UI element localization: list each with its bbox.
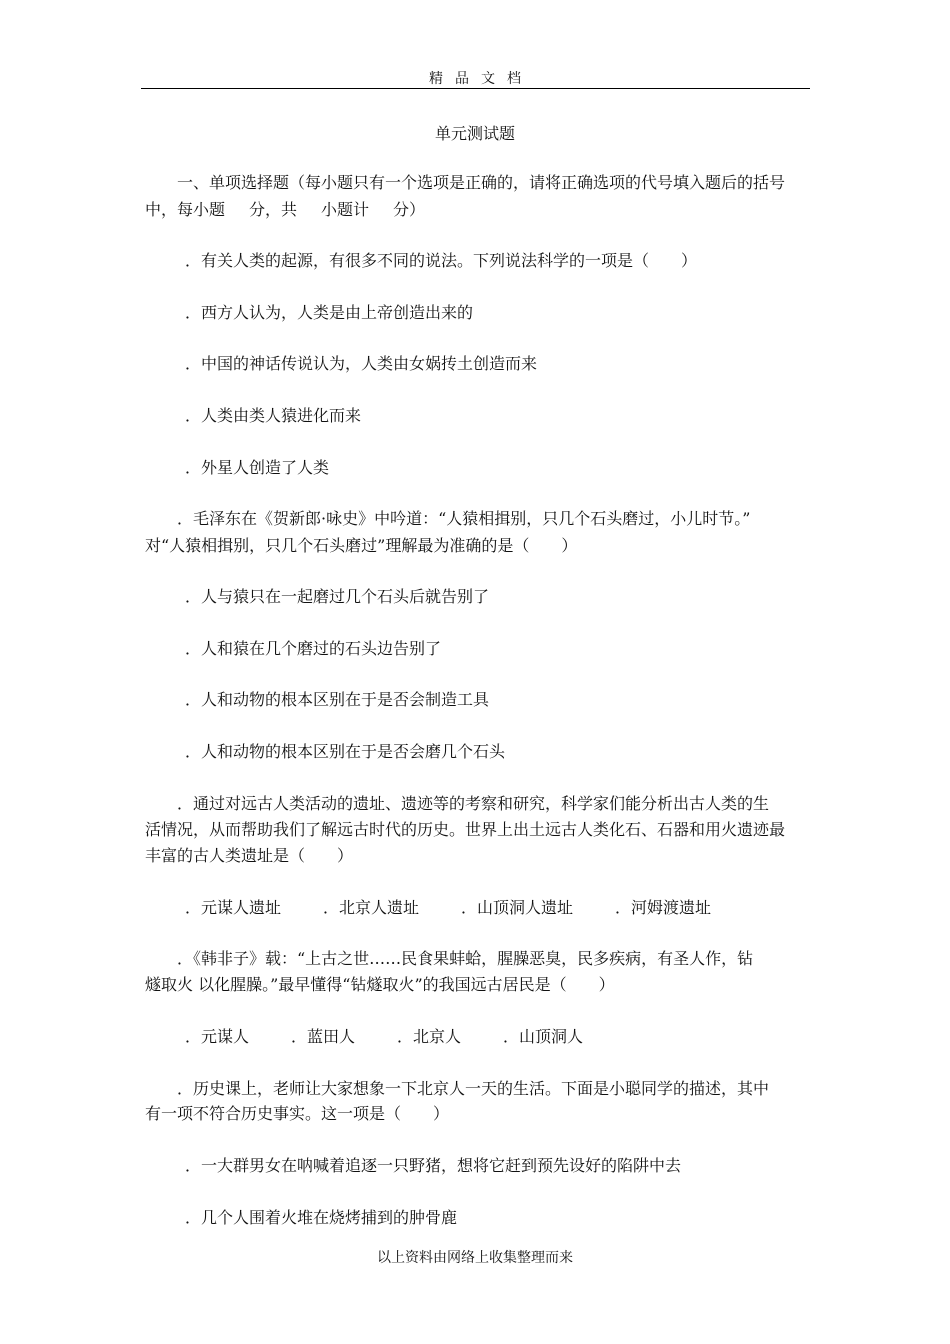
question-1-option: ．外星人创造了人类 xyxy=(185,458,330,477)
question-3-stem-line1: ．通过对远古人类活动的遗址、遗迹等的考察和研究，科学家们能分析出古人类的生 xyxy=(177,794,770,813)
instruction-part: 小题计 xyxy=(321,200,370,219)
question-2-option: ．人与猿只在一起磨过几个石头后就告别了 xyxy=(185,587,490,606)
question-1-option: ．中国的神话传说认为，人类由女娲抟土创造而来 xyxy=(185,354,538,373)
instruction-part: 中，每小题 xyxy=(145,200,226,219)
option: ．北京人遗址 xyxy=(323,898,420,917)
option: ．北京人 xyxy=(397,1027,462,1046)
option: ．元谋人 xyxy=(185,1027,250,1046)
question-3-stem-line2: 活情况，从而帮助我们了解远古时代的历史。世界上出土远古人类化石、石器和用火遗迹最 xyxy=(145,820,786,839)
question-1-option: ．人类由类人猿进化而来 xyxy=(185,406,362,425)
question-2-option: ．人和猿在几个磨过的石头边告别了 xyxy=(185,639,442,658)
question-5-stem-line2: 有一项不符合历史事实。这一项是（ ） xyxy=(145,1104,450,1123)
option: ．蓝田人 xyxy=(291,1027,356,1046)
question-2-option: ．人和动物的根本区别在于是否会制造工具 xyxy=(185,690,490,709)
question-5-option: ．一大群男女在呐喊着追逐一只野猪，想将它赶到预先设好的陷阱中去 xyxy=(185,1156,682,1175)
option: ．河姆渡遗址 xyxy=(615,898,712,917)
header-divider xyxy=(141,88,810,89)
page-header: 精品文档 xyxy=(429,71,533,87)
instruction-part: 分） xyxy=(393,200,426,219)
page-title: 单元测试题 xyxy=(434,124,515,143)
question-1-stem: ．有关人类的起源，有很多不同的说法。下列说法科学的一项是（ ） xyxy=(185,251,698,270)
question-5-option: ．几个人围着火堆在烧烤捕到的肿骨鹿 xyxy=(185,1208,458,1227)
section-instruction-line2 xyxy=(145,200,425,220)
question-4-options xyxy=(185,1027,583,1047)
option: ．山顶洞人遗址 xyxy=(461,898,574,917)
question-3-options xyxy=(185,898,711,918)
page-footer: 以上资料由网络上收集整理而来 xyxy=(377,1250,573,1266)
question-5-stem-line1: ．历史课上，老师让大家想象一下北京人一天的生活。下面是小聪同学的描述，其中 xyxy=(177,1079,770,1098)
question-2-stem-line1: ．毛泽东在《贺新郎·咏史》中吟道：“人猿相揖别，只几个石头磨过，小儿时节。” xyxy=(177,509,751,528)
option: ．山顶洞人 xyxy=(503,1027,584,1046)
section-instruction-line1: 一、单项选择题（每小题只有一个选项是正确的，请将正确选项的代号填入题后的括号 xyxy=(177,173,786,192)
option: ．元谋人遗址 xyxy=(185,898,282,917)
question-2-option: ．人和动物的根本区别在于是否会磨几个石头 xyxy=(185,742,506,761)
question-4-stem-line2: 燧取火 以化腥臊。”最早懂得“钻燧取火”的我国远古居民是（ ） xyxy=(145,975,615,994)
question-2-stem-line2: 对“人猿相揖别，只几个石头磨过”理解最为准确的是（ ） xyxy=(145,536,578,555)
question-3-stem-line3: 丰富的古人类遗址是（ ） xyxy=(145,846,354,865)
instruction-part: 分，共 xyxy=(249,200,298,219)
question-4-stem-line1: ．《韩非子》载：“上古之世……民食果蚌蛤，腥臊恶臭，民多疾病，有圣人作，钻 xyxy=(177,949,754,968)
question-1-option: ．西方人认为，人类是由上帝创造出来的 xyxy=(185,303,474,322)
